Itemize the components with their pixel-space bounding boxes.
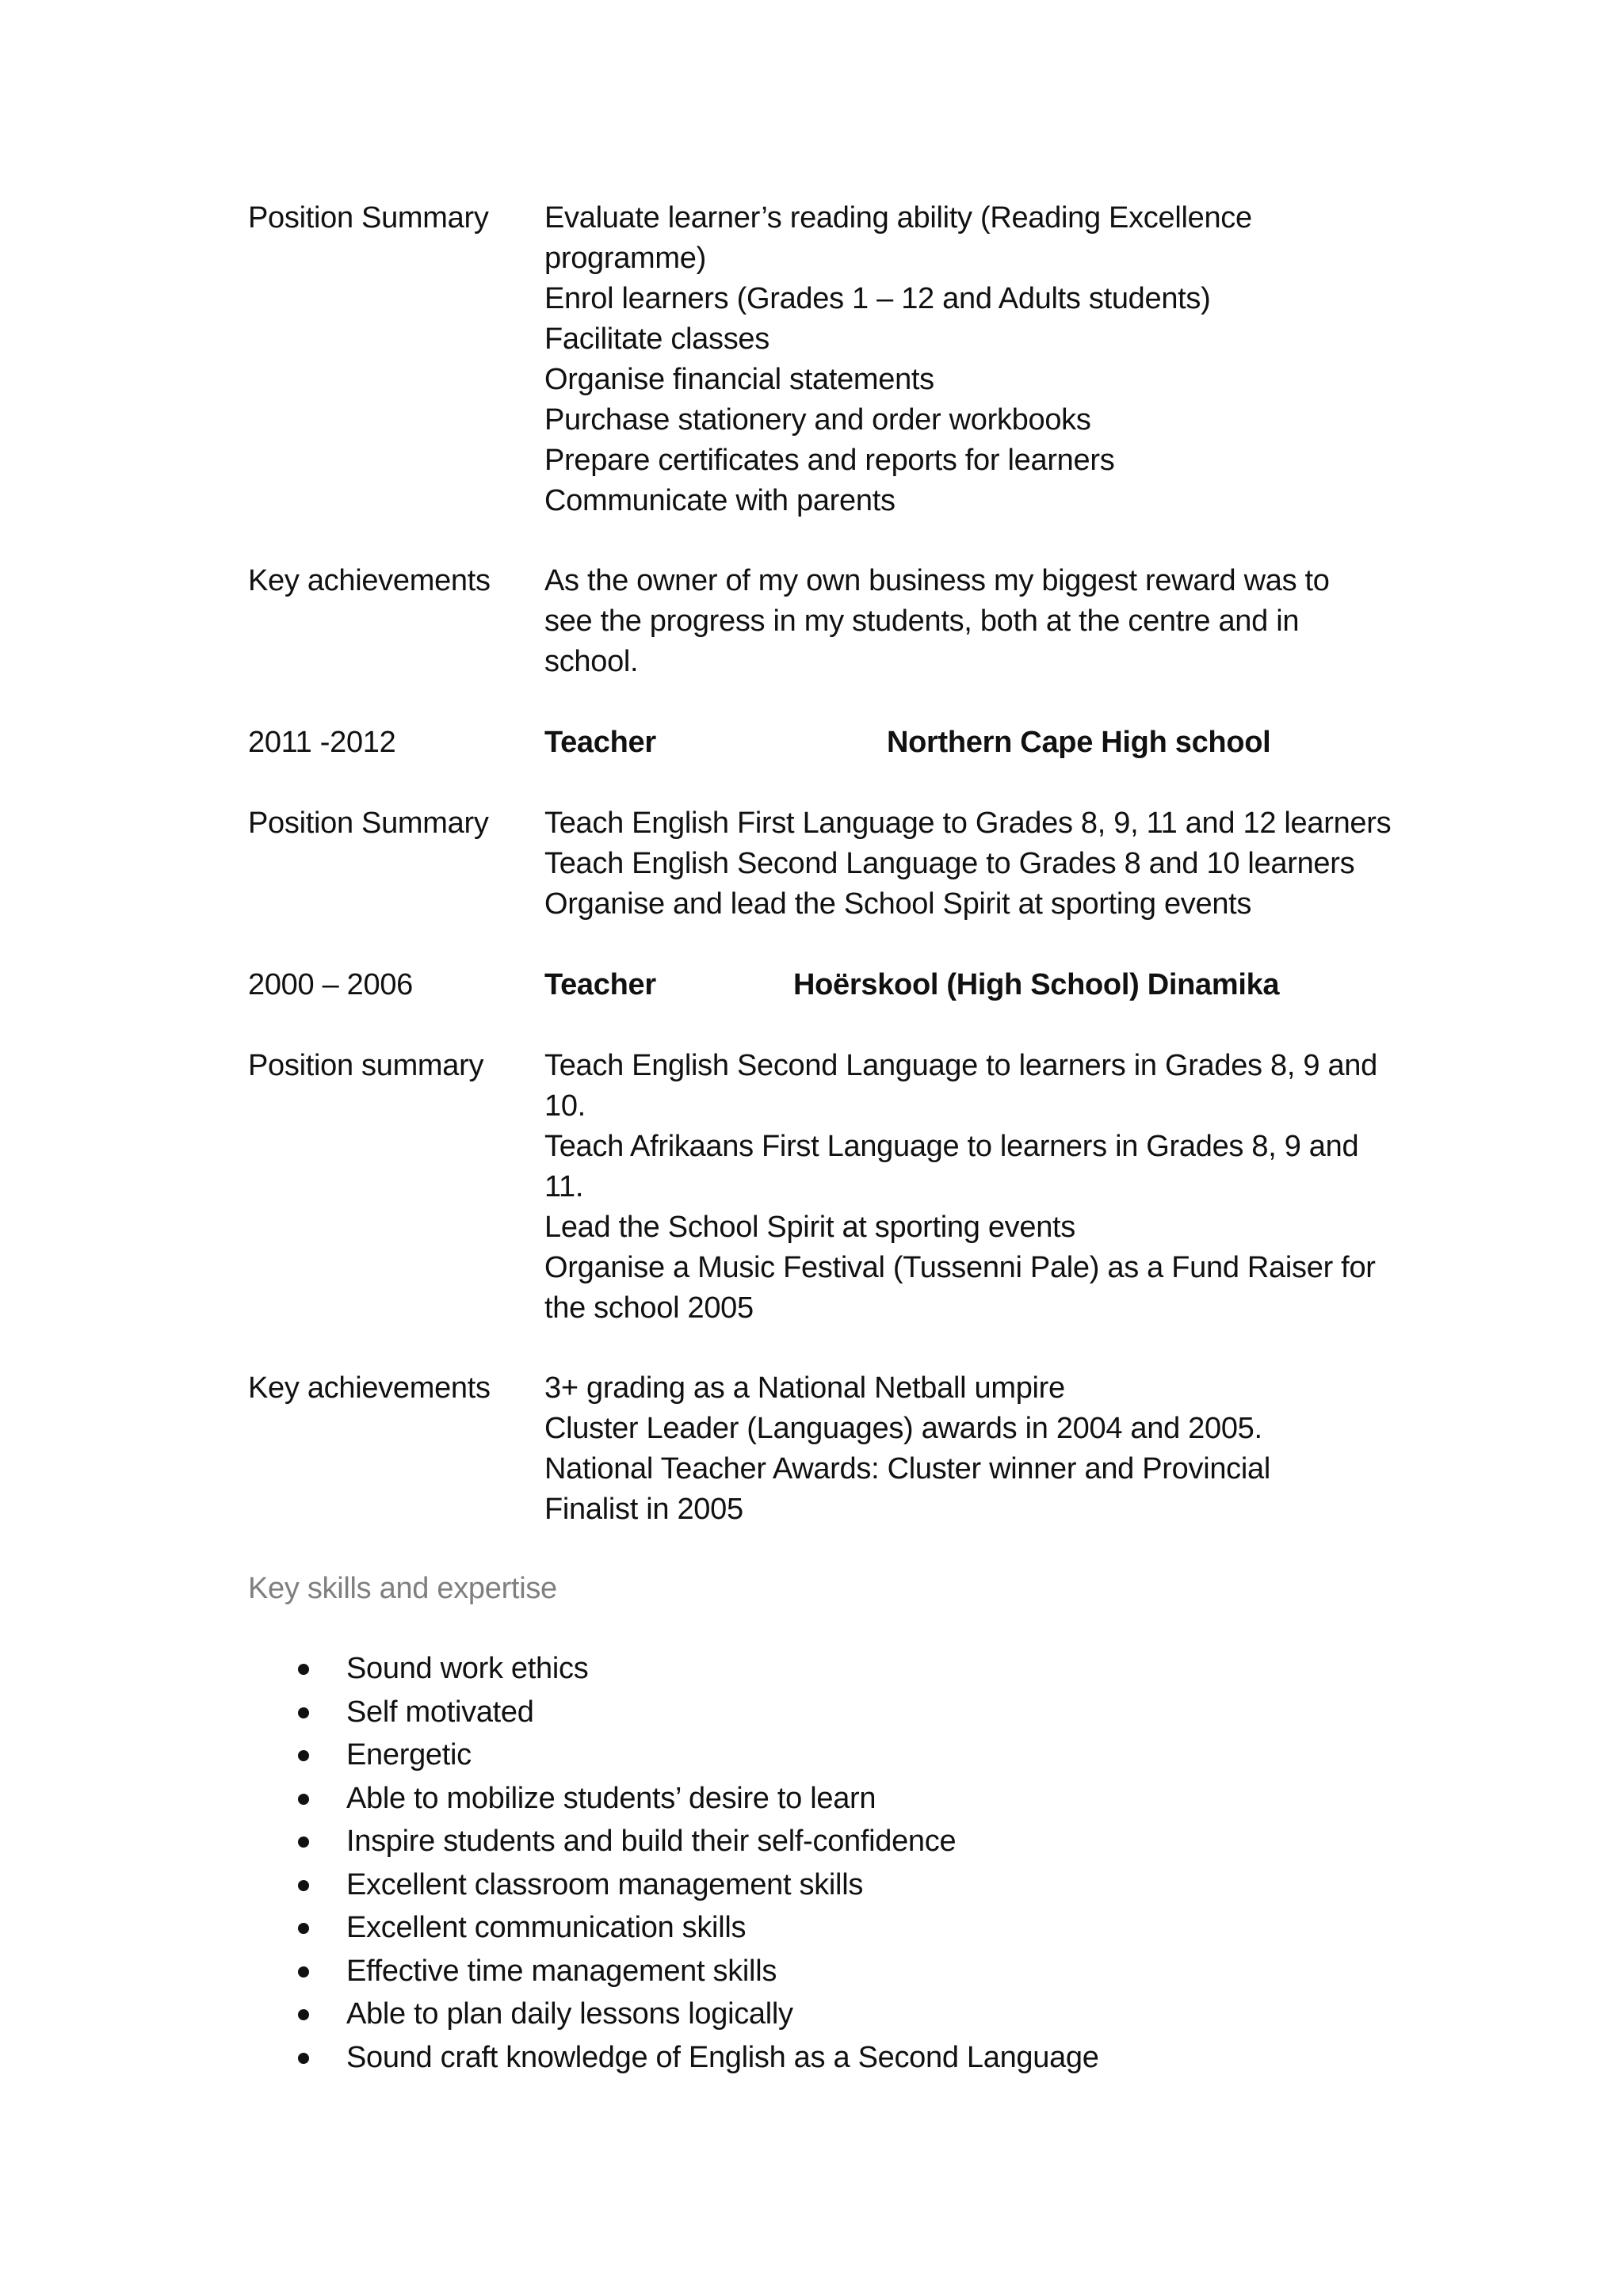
summary-line: Teach English Second Language to learners in Grades 8, 9 and xyxy=(544,1049,1377,1082)
bullet-icon xyxy=(298,1923,309,1934)
list-item xyxy=(248,1820,1358,1863)
skill-text: Self motivated xyxy=(346,1695,534,1729)
bullet-icon xyxy=(298,1664,309,1675)
section-content xyxy=(544,803,1400,925)
job-employer: Northern Cape High school xyxy=(887,726,1271,759)
summary-line: Organise a Music Festival (Tussenni Pale) as a Fund Raiser for xyxy=(544,1251,1376,1284)
summary-line: Prepare certificates and reports for learners xyxy=(544,444,1115,477)
bullet-icon xyxy=(298,1750,309,1761)
bullet-icon xyxy=(298,1836,309,1848)
summary-line: Lead the School Spirit at sporting events xyxy=(544,1211,1076,1244)
skill-text: Able to plan daily lessons logically xyxy=(346,1997,793,2031)
skill-text: Energetic xyxy=(346,1738,472,1772)
section-content xyxy=(544,1368,1400,1530)
list-item xyxy=(248,1863,1358,1907)
summary-line: Evaluate learner’s reading ability (Reading Excellence xyxy=(544,201,1252,235)
summary-line: Organise and lead the School Spirit at sporting events xyxy=(544,887,1252,921)
bullet-icon xyxy=(298,1794,309,1805)
section-label: Key achievements xyxy=(248,564,491,597)
achievement-line: 3+ grading as a National Netball umpire xyxy=(544,1371,1065,1405)
skill-text: Excellent communication skills xyxy=(346,1911,747,1944)
summary-line: Facilitate classes xyxy=(544,322,769,356)
summary-line: Teach English Second Language to Grades 8 and 10 learners xyxy=(544,847,1355,880)
list-item xyxy=(248,2036,1358,2080)
bullet-icon xyxy=(298,1880,309,1891)
list-item xyxy=(248,1906,1358,1950)
bullet-icon xyxy=(298,2053,309,2064)
job-title: Teacher xyxy=(544,726,656,759)
summary-line: programme) xyxy=(544,242,706,275)
section-label: Position summary xyxy=(248,1049,484,1082)
achievement-line: school. xyxy=(544,645,639,678)
skill-text: Sound craft knowledge of English as a Second Language xyxy=(346,2040,1099,2074)
job-dates: 2000 – 2006 xyxy=(248,968,414,1001)
skills-heading: Key skills and expertise xyxy=(248,1572,557,1605)
skill-text: Able to mobilize students’ desire to learn xyxy=(346,1781,876,1815)
summary-line: Organise financial statements xyxy=(544,363,934,396)
list-item xyxy=(248,1993,1358,2036)
list-item xyxy=(248,1777,1358,1821)
list-item xyxy=(248,1647,1358,1691)
section-label: Position Summary xyxy=(248,201,489,235)
job-dates: 2011 -2012 xyxy=(248,726,396,759)
list-item xyxy=(248,1733,1358,1777)
achievement-line: Cluster Leader (Languages) awards in 2004 and 2005. xyxy=(544,1412,1262,1445)
summary-line: Enrol learners (Grades 1 – 12 and Adults students) xyxy=(544,282,1211,315)
skill-text: Inspire students and build their self-confidence xyxy=(346,1825,957,1858)
summary-line: the school 2005 xyxy=(544,1291,754,1325)
section-content xyxy=(544,1046,1400,1329)
section-content xyxy=(544,198,1400,521)
section-label: Key achievements xyxy=(248,1371,491,1405)
summary-line: 11. xyxy=(544,1170,584,1203)
job-title: Teacher xyxy=(544,968,656,1001)
achievement-line: National Teacher Awards: Cluster winner and Provincial xyxy=(544,1452,1270,1486)
summary-line: 10. xyxy=(544,1089,586,1123)
achievement-line: As the owner of my own business my biggest reward was to xyxy=(544,564,1330,597)
achievement-line: Finalist in 2005 xyxy=(544,1493,743,1526)
summary-line: Purchase stationery and order workbooks xyxy=(544,403,1091,437)
summary-line: Communicate with parents xyxy=(544,484,896,517)
bullet-icon xyxy=(298,2009,309,2020)
bullet-icon xyxy=(298,1707,309,1718)
summary-line: Teach Afrikaans First Language to learners in Grades 8, 9 and xyxy=(544,1130,1359,1163)
job-employer: Hoërskool (High School) Dinamika xyxy=(793,968,1280,1001)
skill-text: Sound work ethics xyxy=(346,1652,589,1685)
skill-text: Excellent classroom management skills xyxy=(346,1867,864,1901)
list-item xyxy=(248,1691,1358,1734)
summary-line: Teach English First Language to Grades 8, 9, 11 and 12 learners xyxy=(544,807,1392,840)
bullet-icon xyxy=(298,1966,309,1978)
section-content xyxy=(544,561,1400,682)
section-label: Position Summary xyxy=(248,807,489,840)
achievement-line: see the progress in my students, both at the centre and in xyxy=(544,605,1300,638)
skills-list xyxy=(248,1647,1358,2079)
skill-text: Effective time management skills xyxy=(346,1954,777,1988)
list-item xyxy=(248,1950,1358,1993)
